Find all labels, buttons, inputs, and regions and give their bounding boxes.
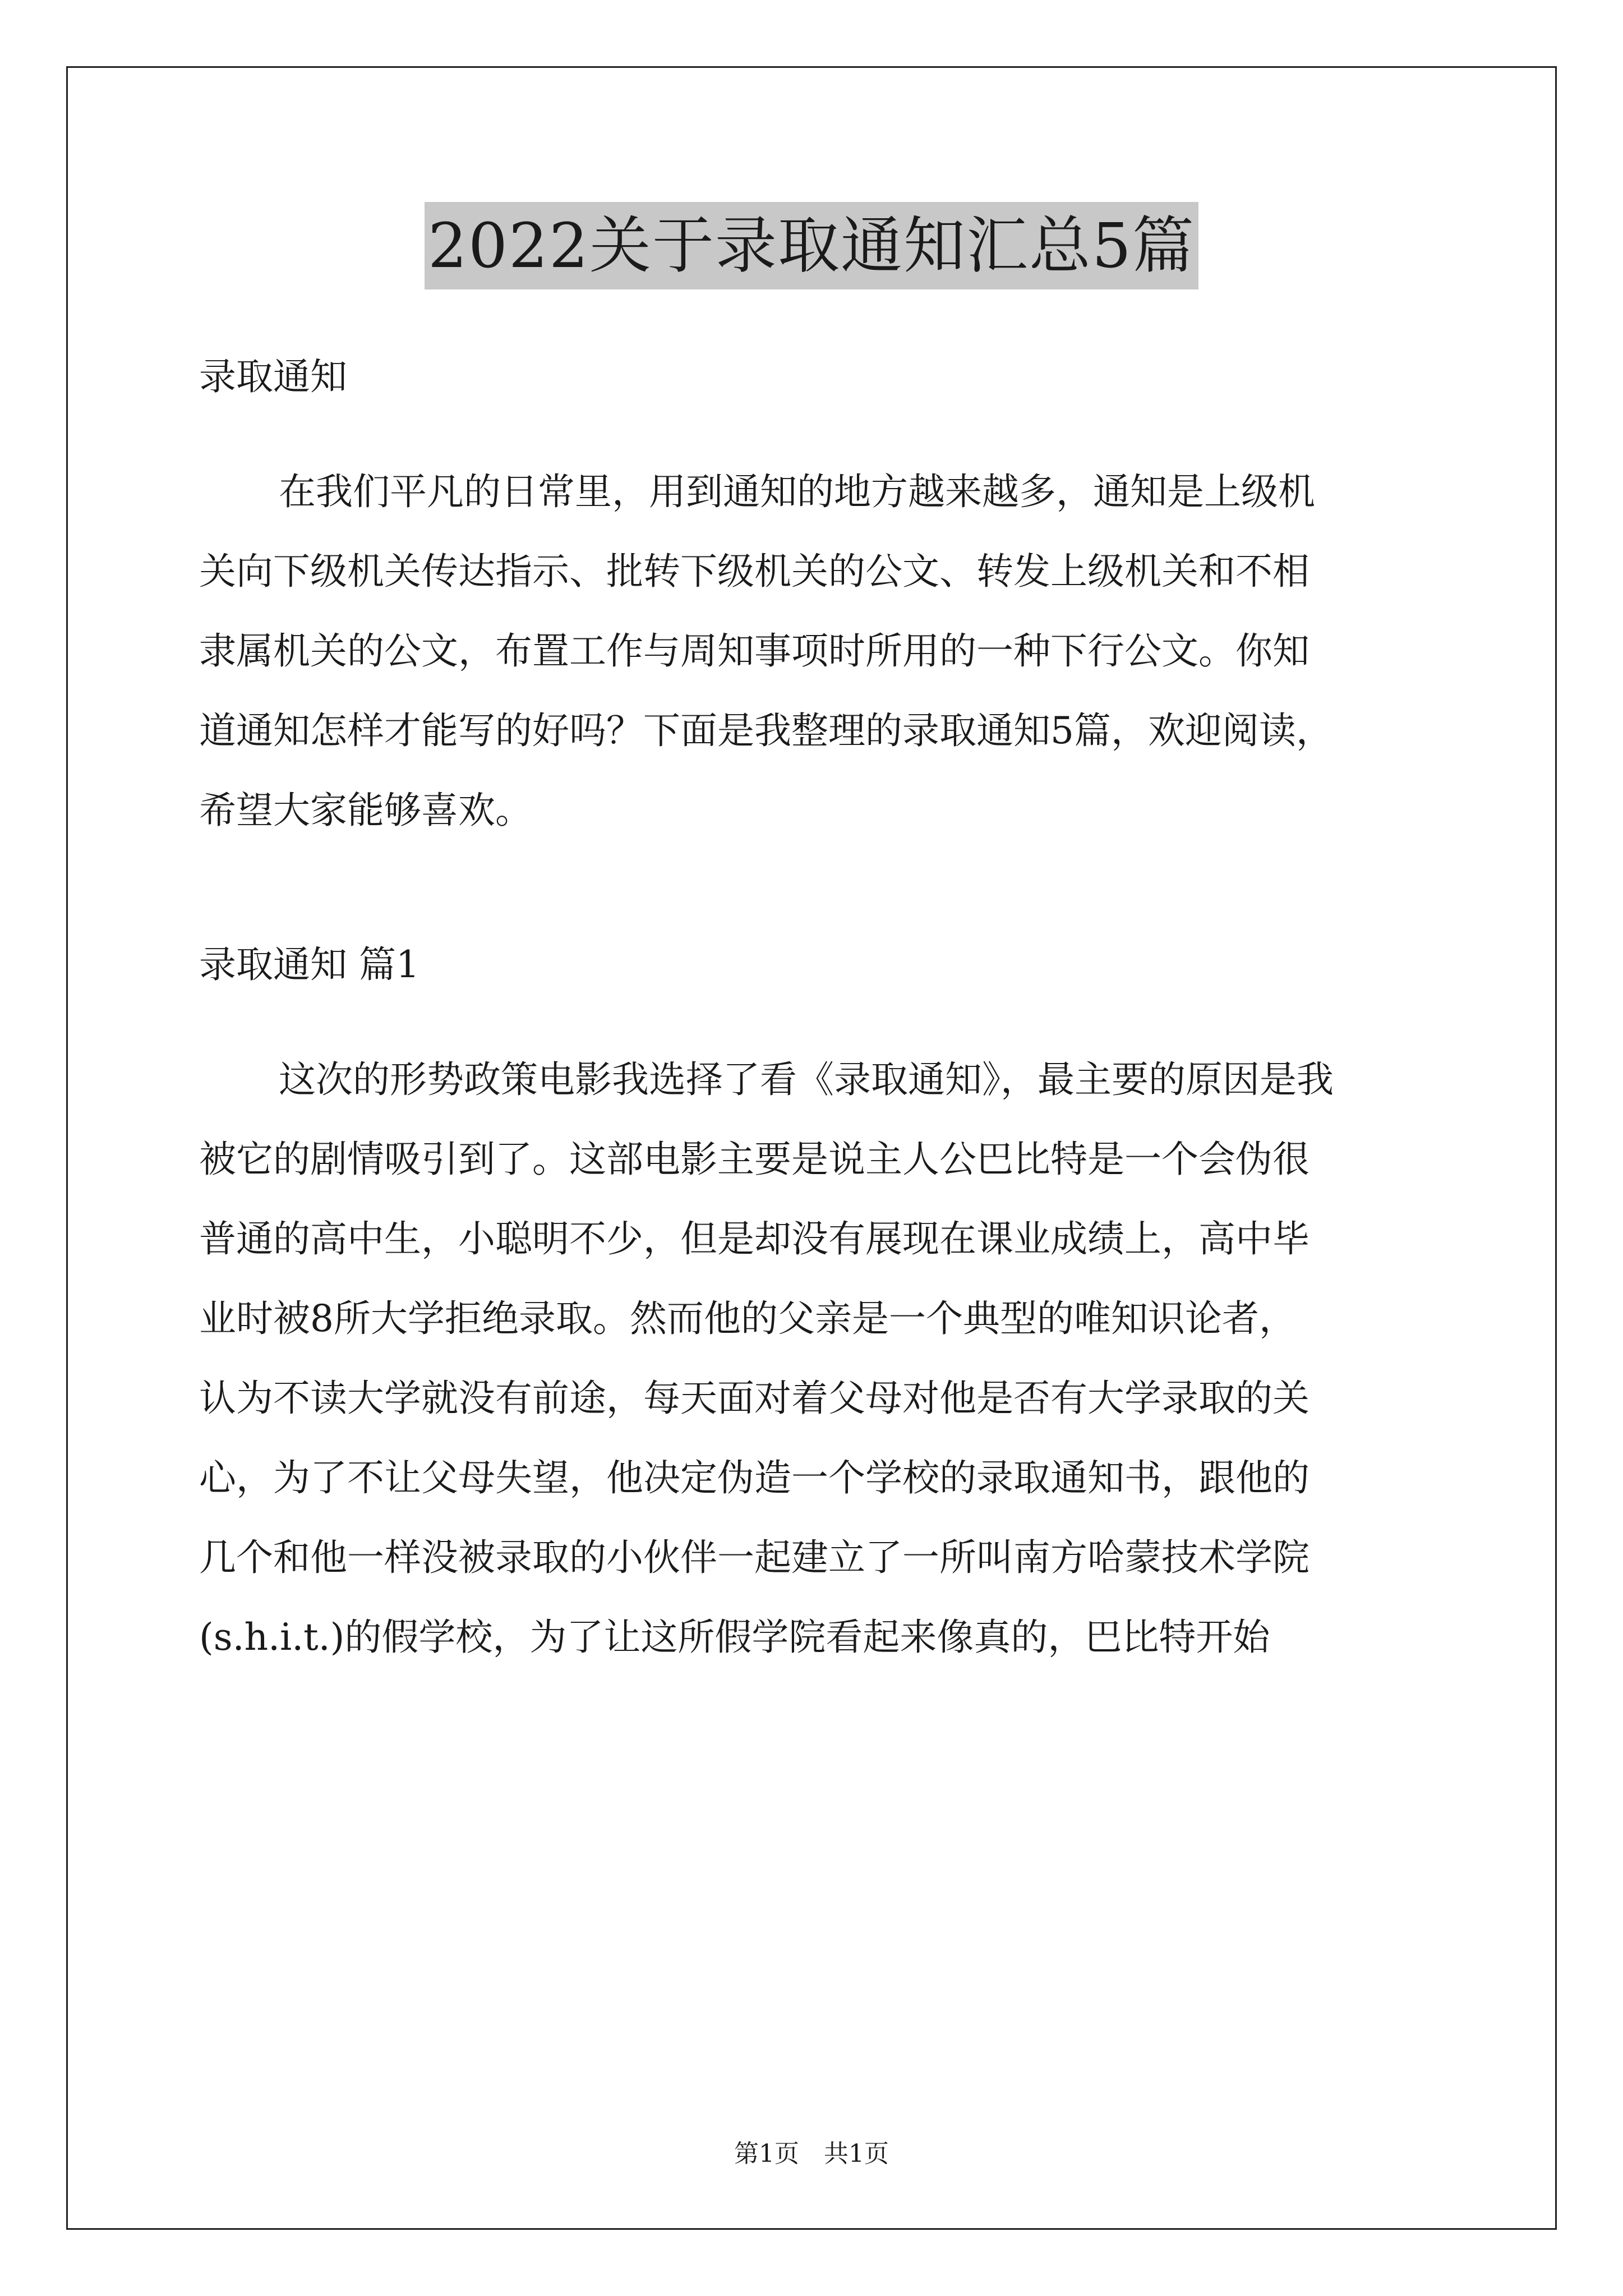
paragraph-line: 这次的形势政策电影我选择了看《录取通知》，最主要的原因是我: [279, 1058, 1334, 1101]
intro-heading: 录取通知: [199, 355, 347, 398]
title-container: [0, 202, 1623, 289]
section-heading: 录取通知 篇1: [199, 943, 419, 986]
document-body: [199, 314, 1455, 1677]
document-title: 2022关于录取通知汇总5篇: [425, 202, 1198, 289]
paragraph-line: 道通知怎样才能写的好吗？下面是我整理的录取通知5篇，欢迎阅读，: [199, 709, 1333, 752]
section-paragraph: [199, 1040, 1455, 1677]
paragraph-line: 业时被8所大学拒绝录取。然而他的父亲是一个典型的唯知识论者，: [199, 1297, 1296, 1340]
paragraph-line: 被它的剧情吸引到了。这部电影主要是说主人公巴比特是一个会伪很: [199, 1138, 1310, 1181]
paragraph-line: 心，为了不让父母失望，他决定伪造一个学校的录取通知书，跟他的: [199, 1456, 1310, 1499]
paragraph-line: 隶属机关的公文，布置工作与周知事项时所用的一种下行公文。你知: [199, 629, 1310, 673]
paragraph-line: 普通的高中生，小聪明不少，但是却没有展现在课业成绩上，高中毕: [199, 1217, 1310, 1260]
paragraph-line: 认为不读大学就没有前途，每天面对着父母对他是否有大学录取的关: [199, 1377, 1310, 1420]
paragraph-line: 在我们平凡的日常里，用到通知的地方越来越多，通知是上级机: [279, 470, 1315, 513]
paragraph-line: 几个和他一样没被录取的小伙伴一起建立了一所叫南方哈蒙技术学院: [199, 1536, 1310, 1579]
paragraph-line: (s.h.i.t.)的假学校，为了让这所假学院看起来像真的，巴比特开始: [199, 1616, 1270, 1659]
page-footer: 第1页 共1页: [734, 2139, 889, 2168]
paragraph-line: 希望大家能够喜欢。: [199, 789, 532, 832]
paragraph-line: 关向下级机关传达指示、批转下级机关的公文、转发上级机关和不相: [199, 550, 1310, 593]
intro-paragraph: [199, 452, 1455, 850]
